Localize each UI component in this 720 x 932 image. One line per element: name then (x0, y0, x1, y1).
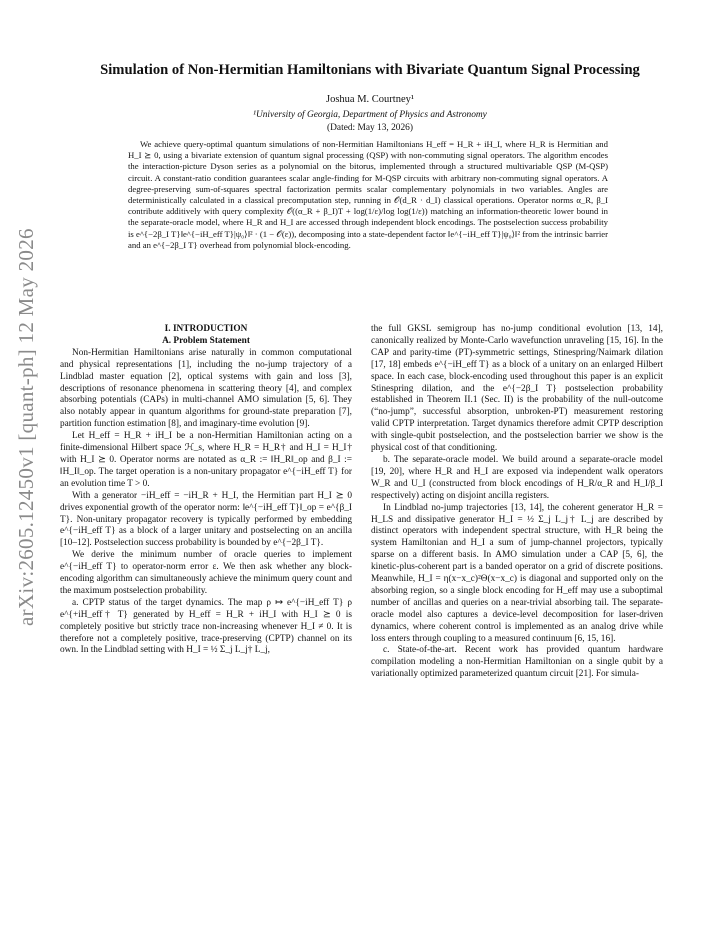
arxiv-identifier[interactable]: arXiv:2605.12450v1 [quant-ph] 12 May 2026 (14, 228, 38, 626)
paragraph: b. The separate-oracle model. We build around a separate-oracle model [19, 20], where H_R and H_I are exposed via independent walk operators W_R and U_I (constructed from block encodings of H_R/α_R and H_I/β_I respectively) acting on disjoint ancilla registers. (371, 454, 663, 501)
paragraph: c. State-of-the-art. Recent work has provided quantum hardware compilation modeling a non-Hermitian Hamiltonian on a single qubit by a variationally optimized parameterized quantum circuit [21]. For simula- (371, 645, 663, 680)
section-heading: I. INTRODUCTION (164, 324, 248, 334)
paper-title: Simulation of Non-Hermitian Hamiltonians with Bivariate Quantum Signal Processing (100, 62, 640, 78)
author-line: Joshua M. Courtney¹ (325, 94, 415, 105)
abstract: We achieve query-optimal quantum simulations of non-Hermitian Hamiltonians H_eff = H_R + iH_I, where H_R is Hermitian and H_I ⪰ 0, using a bivariate extension of quantum signal processing (QSP) with non-commuting signal operators. The algorithm encodes the interaction-picture Dyson series as a polynomial on the bitorus, implemented through a structured multivariable QSP (M-QSP) circuit. A constant-ratio condition guarantees scalar angle-finding for M-QSP circuits with arbitrary non-commuting signal operators. A degree-preserving sum-of-squares spectral factorization permits scalar complementary polynomials in two variables. Angles are deterministically calculated in a classical precomputation step, running in 𝒪(d_R · d_I) classical operations. Operator norms α_R, β_I contribute additively with query complexity 𝒪((α_R + β_I)T + log(1/ε)/log log(1/ε)) matching an information-theoretic lower bound in the separate-oracle model, where H_R and H_I are accessed through independent block encodings. The postselection success probability is e^{−2β_I T}‖e^{−iH_eff T}|ψ₀⟩‖² · (1 − 𝒪(ε)), decomposing into a state-dependent factor ‖e^{−iH_eff T}|ψ₀⟩‖² from the intrinsic barrier and an e^{−2β_I T} overhead from polynomial block-encoding. (128, 139, 608, 250)
date-line: (Dated: May 13, 2026) (327, 123, 413, 133)
paragraph: In Lindblad no-jump trajectories [13, 14], the coherent generator H_R = H_LS and dissipative generator H_I = ½ Σ_j L_j† L_j are described by distinct operators with independent spectral structure, with H_R being the system Hamiltonian and H_I a sum of jump-channel projectors, typically sparse on a different basis. In AMO simulation under a CAP [5, 6], the kinetic-plus-coherent part is a banded operator on a grid of discrete positions. Meanwhile, H_I = η(x−x_c)²Θ(x−x_c) is diagonal and supported only on the absorbing region, so a single block encoding for H_eff may use a suboptimal number of ancillas and queries on a near-trivial absorbing tail. The separate-oracle model also captures a device-level decomposition for laser-driven dynamics, where coherent control is implemented as an analog drive while loss enters through coupling to a measured continuum [6, 15, 16]. (371, 502, 663, 644)
paragraph: a. CPTP status of the target dynamics. The map ρ ↦ e^{−iH_eff T} ρ e^{+iH_eff† T} generated by H_eff = H_R + iH_I with H_I ⪰ 0 is completely positive but strictly trace non-increasing whenever H_I ≠ 0. It is therefore not a completely positive, trace-preserving (CPTP) channel on its own. In the Lindblad setting with H_I = ½ Σ_j L_j† L_j, (60, 597, 352, 656)
paragraph: Non-Hermitian Hamiltonians arise naturally in common computational and physical representations [1], including the no-jump trajectory of a Lindblad master equation [2], optical systems with gain and loss [3], descriptions of resonance phenomena in scattering theory [4], and complex absorbing potentials (CAPs) in multi-channel AMO simulation [5, 6]. They also notably appear in quantum algorithms for ground-state preparation [7], partition function estimation [8], and imaginary-time evolution [9]. (60, 347, 352, 430)
affiliation-line: ¹University of Georgia, Department of Physics and Astronomy (253, 110, 487, 120)
subsection-heading: A. Problem Statement (162, 335, 250, 346)
left-column (60, 324, 352, 657)
paragraph: We derive the minimum number of oracle queries to implement e^{−iH_eff T} to operator-norm error ε. We then ask whether any block-encoding algorithm can simultaneously achieve the minimum query count and the maximum postselection probability. (60, 550, 352, 596)
paragraph: Let H_eff = H_R + iH_I be a non-Hermitian Hamiltonian acting on a finite-dimensional Hilbert space ℋ_s, where H_R = H_R† and H_I = H_I† with H_I ⪰ 0. Operator norms are notated as α_R := ‖H_R‖_op and β_I := ‖H_I‖_op. The target operation is a non-unitary propagator e^{−iH_eff T} for an evolution time T > 0. (60, 431, 352, 489)
paragraph: With a generator −iH_eff = −iH_R + H_I, the Hermitian part H_I ⪰ 0 drives exponential growth of the operator norm: ‖e^{−iH_eff T}‖_op = e^{β_I T}. Non-unitary propagator recovery is typically performed by embedding e^{−iH_eff T} as a block of a larger unitary and postselecting on an ancilla [10–12]. Postselection success probability is bounded by e^{−2β_I T}. (60, 490, 352, 549)
paragraph: the full GKSL semigroup has no-jump conditional evolution [13, 14], canonically realized by Monte-Carlo wavefunction unraveling [15, 16]. In the CAP and parity-time (PT)-symmetric settings, Stinespring/Naimark dilation [17, 18] embeds e^{−iH_eff T} as a block of a unitary on an enlarged Hilbert space. In each case, block-encoding used throughout this paper is an explicit Stinespring dilation, and the e^{−2β_I T} postselection probability established in Theorem II.1 (Sec. II) is the probability of the null-outcome (“no-jump”, successful absorption, unbroken-PT) measurement restoring valid CPTP interpretation. Target dynamics therefore admit CPTP description with single-qubit postselection, and the postselection barrier we show is the physical cost of that conditioning. (371, 324, 663, 454)
right-column (371, 324, 663, 681)
